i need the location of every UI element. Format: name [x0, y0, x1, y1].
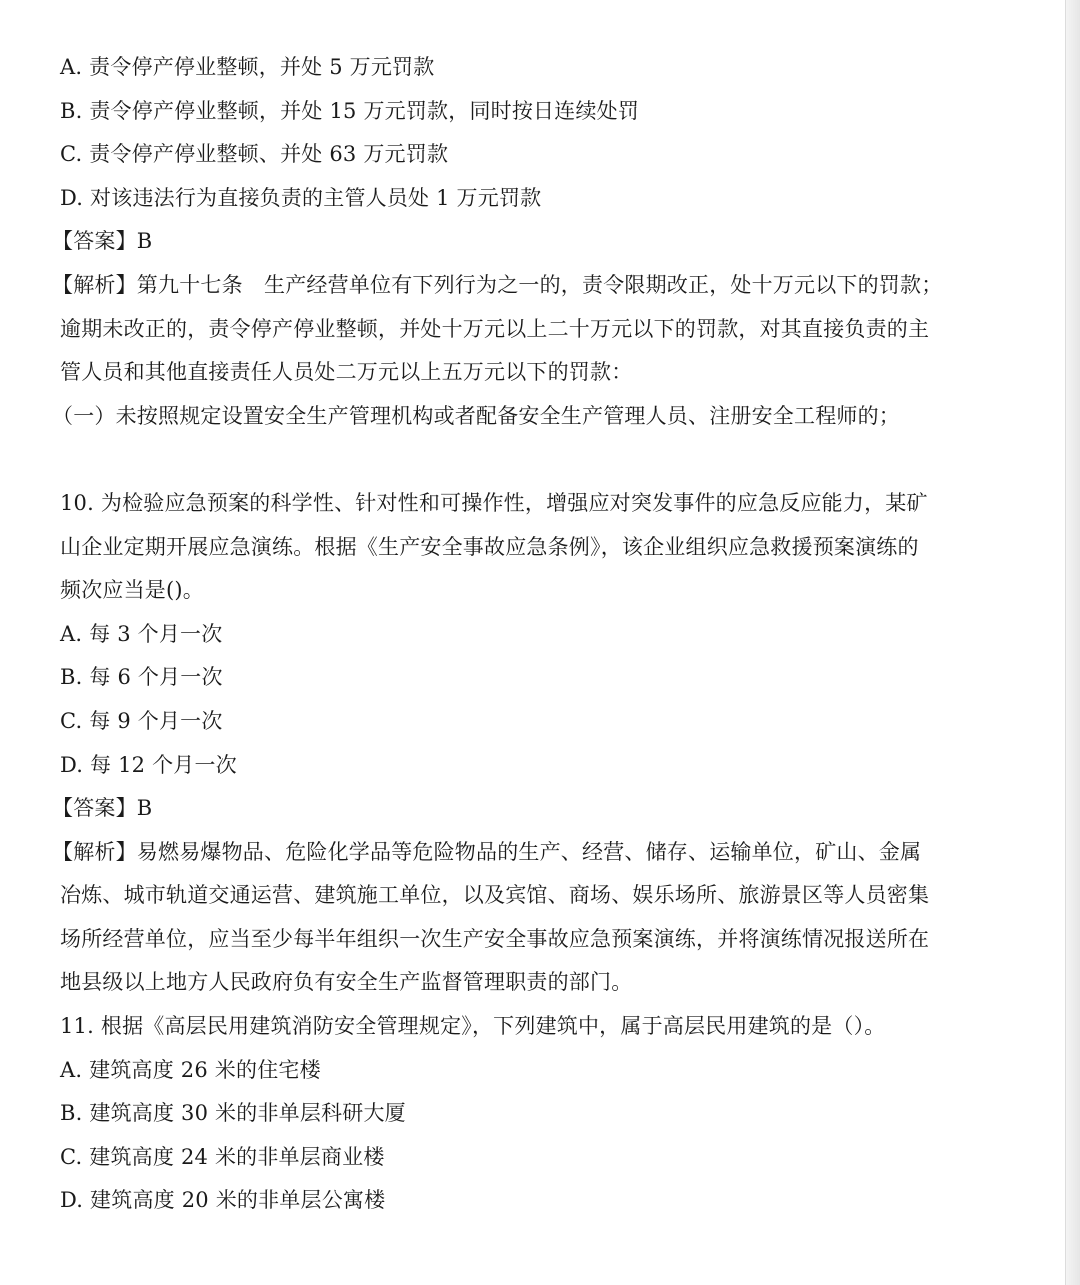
q10-analysis-line-2: 冶炼、城市轨道交通运营、建筑施工单位，以及宾馆、商场、娱乐场所、旅游景区等人员密集 — [60, 883, 930, 908]
q9-option-c: C. 责令停产停业整顿、并处 63 万元罚款 — [60, 142, 449, 167]
q10-stem-line-2: 山企业定期开展应急演练。根据《生产安全事故应急条例》，该企业组织应急救援预案演练的 — [60, 534, 919, 559]
q9-option-b: B. 责令停产停业整顿，并处 15 万元罚款，同时按日连续处罚 — [60, 98, 640, 123]
q11-option-d: D. 建筑高度 20 米的非单层公寓楼 — [60, 1188, 386, 1213]
q10-option-c: C. 每 9 个月一次 — [60, 708, 223, 733]
q10-stem-line-1: 10. 为检验应急预案的科学性、针对性和可操作性，增强应对突发事件的应急反应能力，某矿 — [60, 490, 928, 515]
q10-analysis-line-3: 场所经营单位，应当至少每半年组织一次生产安全事故应急预案演练，并将演练情况报送所在 — [60, 926, 930, 951]
q10-stem-line-3: 频次应当是()。 — [60, 578, 204, 603]
q9-answer: 【答案】B — [52, 229, 153, 254]
q10-option-a: A. 每 3 个月一次 — [60, 621, 223, 646]
page-edge-shadow — [1065, 0, 1080, 1285]
spacer — [60, 438, 990, 482]
q9-analysis-line-1: 【解析】第九十七条 生产经营单位有下列行为之一的，责令限期改正，处十万元以下的罚款； — [52, 272, 943, 297]
q11-option-a: A. 建筑高度 26 米的住宅楼 — [60, 1057, 321, 1082]
q9-option-a: A. 责令停产停业整顿，并处 5 万元罚款 — [60, 55, 435, 79]
q9-analysis-line-4: （一）未按照规定设置安全生产管理机构或者配备安全生产管理人员、注册安全工程师的； — [52, 403, 900, 428]
q10-analysis-line-4: 地县级以上地方人民政府负有安全生产监督管理职责的部门。 — [60, 970, 633, 995]
q10-option-d: D. 每 12 个月一次 — [60, 752, 237, 777]
q9-analysis-line-2: 逾期未改正的，责令停产停业整顿，并处十万元以上二十万元以下的罚款，对其直接负责的主 — [60, 316, 930, 341]
document-page — [52, 46, 990, 1223]
q10-option-b: B. 每 6 个月一次 — [60, 665, 223, 690]
q9-analysis-line-3: 管人员和其他直接责任人员处二万元以上五万元以下的罚款： — [60, 360, 633, 385]
q10-analysis-line-1: 【解析】易燃易爆物品、危险化学品等危险物品的生产、经营、储存、运输单位，矿山、金属 — [52, 839, 922, 864]
q11-option-c: C. 建筑高度 24 米的非单层商业楼 — [60, 1144, 385, 1169]
q9-option-d: D. 对该违法行为直接负责的主管人员处 1 万元罚款 — [60, 185, 542, 210]
q10-answer: 【答案】B — [52, 796, 153, 821]
q11-stem-line-1: 11. 根据《高层民用建筑消防安全管理规定》，下列建筑中，属于高层民用建筑的是（）。 — [60, 1014, 886, 1039]
q11-option-b: B. 建筑高度 30 米的非单层科研大厦 — [60, 1101, 406, 1126]
